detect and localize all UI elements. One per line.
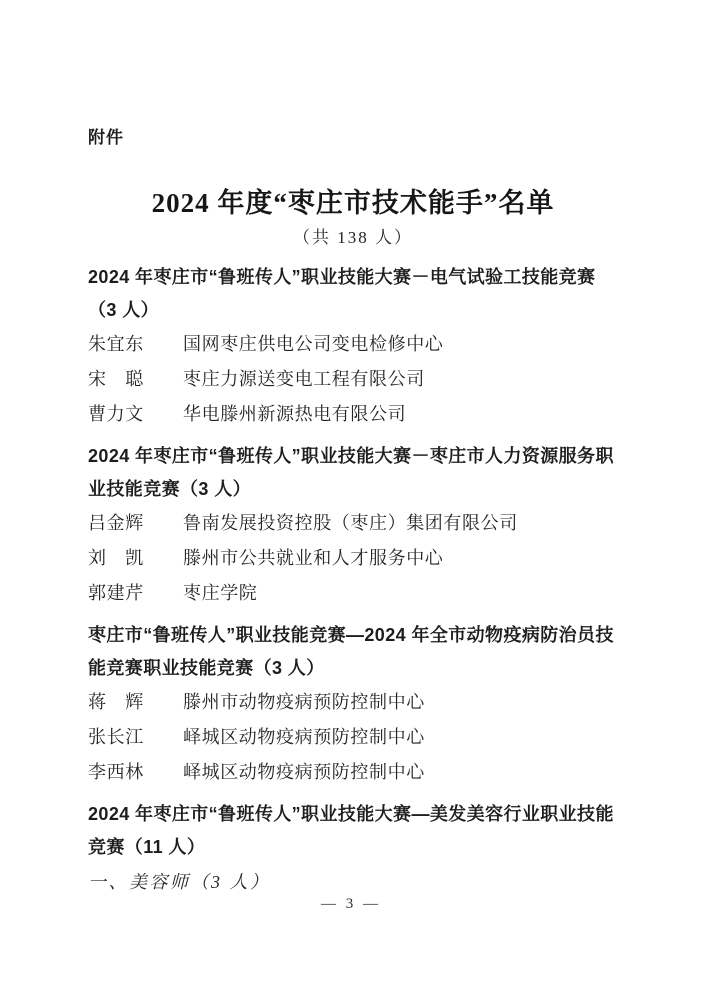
organization-name: 峄城区动物疫病预防控制中心 <box>183 762 425 782</box>
entry-row <box>88 720 618 755</box>
section-heading: 2024 年枣庄市“鲁班传人”职业技能大赛－枣庄市人力资源服务职业技能竞赛（3 人） <box>88 446 614 499</box>
organization-name: 华电滕州新源热电有限公司 <box>183 404 407 424</box>
person-name: 吕金辉 <box>88 513 144 533</box>
section-animal-epidemic <box>88 619 618 790</box>
entry-row <box>88 362 618 397</box>
section-hr-services <box>88 440 618 611</box>
entry-row <box>88 506 618 541</box>
organization-name: 枣庄力源送变电工程有限公司 <box>183 369 425 389</box>
person-name: 蒋 辉 <box>88 692 144 712</box>
person-name: 李西林 <box>88 762 144 782</box>
entry-row <box>88 755 618 790</box>
organization-name: 滕州市动物疫病预防控制中心 <box>183 692 425 712</box>
total-count: （共 138 人） <box>293 228 413 247</box>
section-beauty-hairdressing <box>88 798 618 899</box>
subsection-heading: 一、美容师（3 人） <box>88 872 271 892</box>
page-title: 2024 年度“枣庄市技术能手”名单 <box>151 188 555 218</box>
entry-row <box>88 397 618 432</box>
organization-name: 滕州市公共就业和人才服务中心 <box>183 548 444 568</box>
organization-name: 枣庄学院 <box>183 583 258 603</box>
person-name: 郭建芹 <box>88 583 144 603</box>
organization-name: 国网枣庄供电公司变电检修中心 <box>183 334 444 354</box>
entry-row <box>88 576 618 611</box>
section-heading: 2024 年枣庄市“鲁班传人”职业技能大赛－电气试验工技能竞赛（3 人） <box>88 267 596 320</box>
person-name: 朱宜东 <box>88 334 144 354</box>
section-electrical-test <box>88 261 618 432</box>
person-name: 曹力文 <box>88 404 144 424</box>
sections-container <box>88 261 618 899</box>
person-name: 张长江 <box>88 727 144 747</box>
attachment-label: 附件 <box>88 128 124 147</box>
organization-name: 峄城区动物疫病预防控制中心 <box>183 727 425 747</box>
entry-row <box>88 327 618 362</box>
organization-name: 鲁南发展投资控股（枣庄）集团有限公司 <box>183 513 518 533</box>
person-name: 刘 凯 <box>88 548 144 568</box>
entry-row <box>88 685 618 720</box>
entry-row <box>88 541 618 576</box>
section-heading: 2024 年枣庄市“鲁班传人”职业技能大赛—美发美容行业职业技能竞赛（11 人） <box>88 804 614 857</box>
person-name: 宋 聪 <box>88 369 144 389</box>
section-heading: 枣庄市“鲁班传人”职业技能竞赛—2024 年全市动物疫病防治员技能竞赛职业技能竞赛（3 人） <box>88 625 614 678</box>
page-number: — 3 — <box>321 896 381 912</box>
